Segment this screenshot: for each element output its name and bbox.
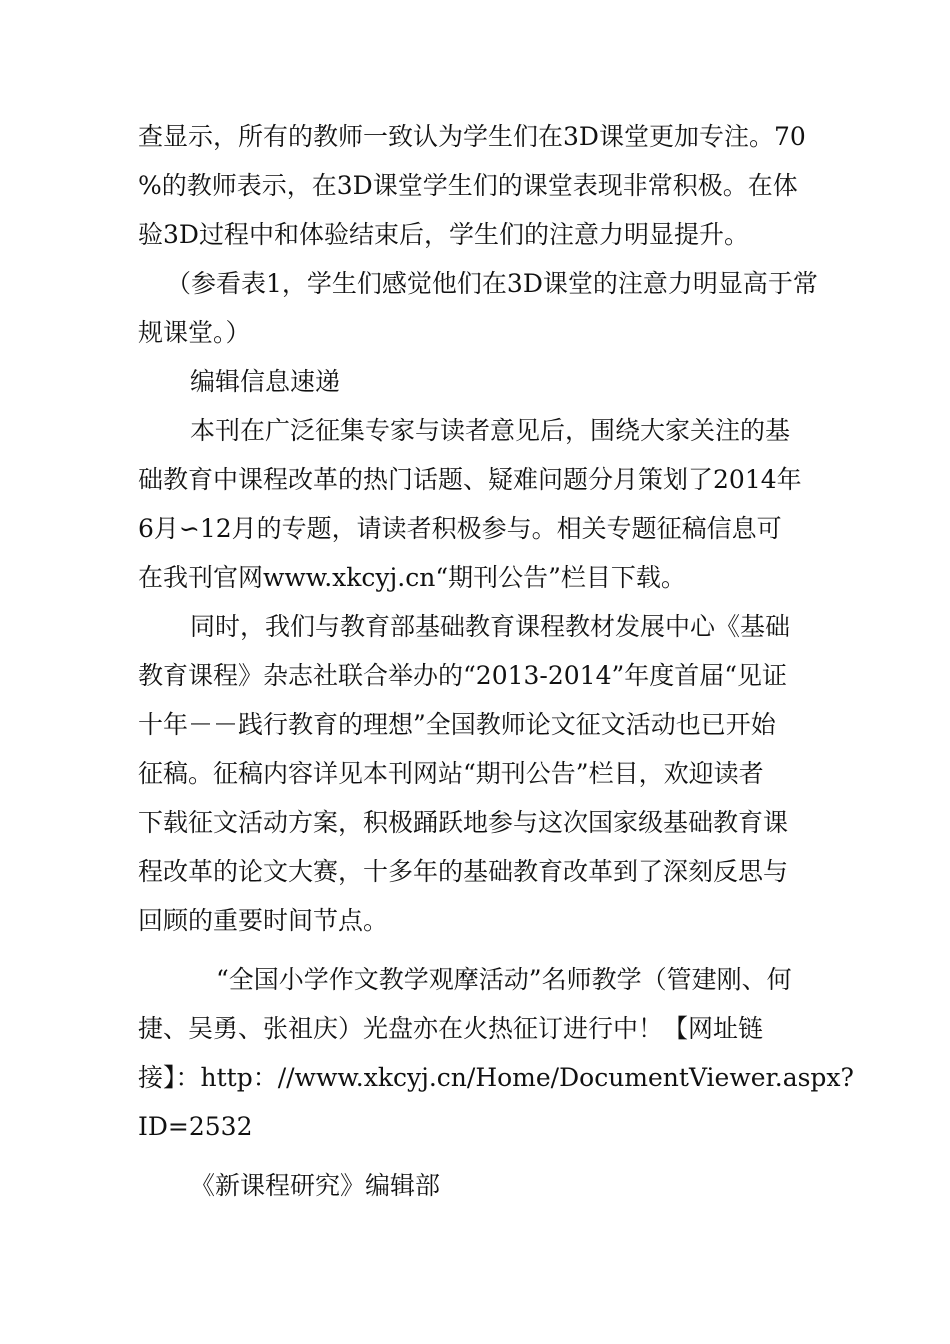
spacer	[138, 945, 820, 955]
text-line: 本刊在广泛征集专家与读者意见后，围绕大家关注的基	[190, 416, 791, 445]
text-line: 在我刊官网www.xkcyj.cn“期刊公告”栏目下载。	[138, 563, 686, 592]
text-line: 6月∽12月的专题，请读者积极参与。相关专题征稿信息可	[138, 514, 782, 543]
text-line: “全国小学作文教学观摩活动”名师教学（管建刚、何	[216, 965, 792, 994]
text-line: （参看表1，学生们感觉他们在3D课堂的注意力明显高于常	[166, 269, 818, 298]
heading-text: 编辑信息速递	[190, 367, 341, 396]
signature-paragraph	[138, 1161, 820, 1210]
text-line: 接】：http：//www.xkcyj.cn/Home/DocumentViewer.aspx?	[138, 1063, 854, 1092]
text-line: 征稿。征稿内容详见本刊网站“期刊公告”栏目，欢迎读者	[138, 759, 764, 788]
signature-text: 《新课程研究》编辑部	[190, 1171, 441, 1200]
contest-paragraph	[138, 602, 820, 945]
section-heading	[138, 357, 820, 406]
text-line: ID=2532	[138, 1112, 253, 1141]
text-line: 十年－－践行教育的理想”全国教师论文征文活动也已开始	[138, 710, 776, 739]
text-line: %的教师表示，在3D课堂学生们的课堂表现非常积极。在体	[138, 171, 798, 200]
text-line: 同时，我们与教育部基础教育课程教材发展中心《基础	[190, 612, 791, 641]
text-line: 捷、吴勇、张祖庆）光盘亦在火热征订进行中！【网址链	[138, 1014, 764, 1043]
text-line: 查显示，所有的教师一致认为学生们在3D课堂更加专注。70	[138, 122, 806, 151]
survey-paragraph	[138, 112, 820, 357]
text-line: 教育课程》杂志社联合举办的“2013-2014”年度首届“见证	[138, 661, 788, 690]
text-line: 础教育中课程改革的热门话题、疑难问题分月策划了2014年	[138, 465, 802, 494]
text-line: 程改革的论文大赛，十多年的基础教育改革到了深刻反思与	[138, 857, 789, 886]
dvd-paragraph	[138, 955, 854, 1151]
spacer	[138, 1151, 820, 1161]
text-line: 规课堂。）	[138, 318, 251, 347]
text-line: 验3D过程中和体验结束后，学生们的注意力明显提升。	[138, 220, 749, 249]
text-line: 下载征文活动方案，积极踊跃地参与这次国家级基础教育课	[138, 808, 789, 837]
notice-paragraph	[138, 406, 820, 602]
text-line: 回顾的重要时间节点。	[138, 906, 389, 935]
